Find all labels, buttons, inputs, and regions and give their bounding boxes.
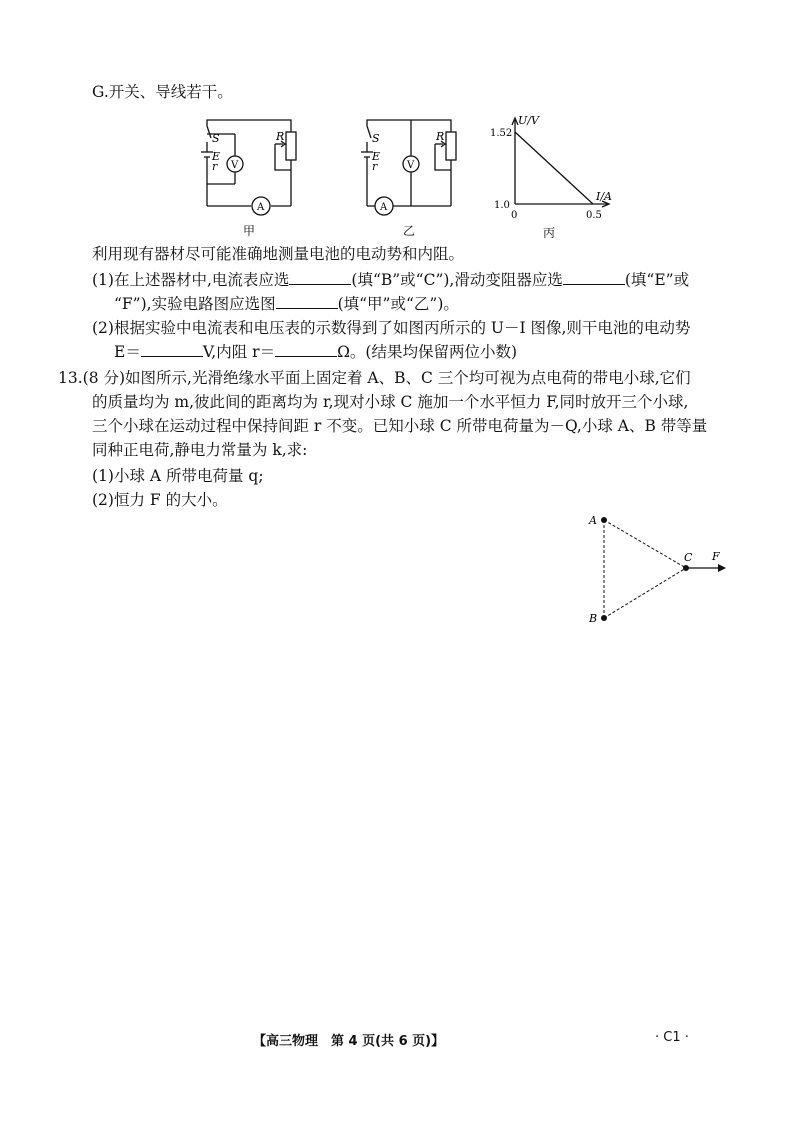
rheostat-label: R (276, 130, 285, 143)
x-axis-label: I/A (596, 190, 612, 203)
purpose-line: 利用现有器材尽可能准确地测量电池的电动势和内阻。 (92, 245, 465, 263)
sub-question-1: (1)小球 A 所带电荷量 q; (92, 467, 264, 485)
page-code: · C1 · (655, 1030, 689, 1045)
switch-s (207, 126, 211, 138)
label-r: r (212, 160, 218, 173)
problem-13-line-4: 同种正电荷,静电力常量为 k,求: (92, 441, 308, 459)
y-tick-top: 1.52 (490, 128, 513, 139)
label-s: S (372, 132, 380, 145)
label-f: F (712, 550, 720, 563)
y-tick-bottom: 1.0 (494, 200, 510, 211)
answer-blank[interactable] (276, 294, 338, 309)
question-1-line-1: (1)在上述器材中,电流表应选 (填“B”或“C”),滑动变阻器应选 (填“E”或 (92, 271, 690, 289)
charges-triangle-diagram (584, 508, 734, 630)
ui-graph-svg (488, 110, 628, 225)
answer-blank[interactable] (563, 270, 625, 285)
page-footer: 【高三物理 第 4 页(共 6 页)】 (253, 1034, 445, 1049)
question-1-line-2: “F”),实验电路图应选图 (填“甲”或“乙”)。 (114, 295, 459, 313)
ammeter-label: A (380, 202, 388, 213)
ui-data-line (515, 132, 593, 204)
circuit-diagram-jia (195, 112, 305, 224)
question-2-line-1: (2)根据实验中电流表和电压表的示数得到了如图丙所示的 U－I 图像,则干电池的电动势 (92, 319, 691, 337)
item-g-text: G.开关、导线若干。 (92, 83, 233, 101)
problem-13-line-1: 13.(8 分)如图所示,光滑绝缘水平面上固定着 A、B、C 三个均可视为点电荷的带电小球,它们 (58, 369, 691, 387)
answer-blank[interactable] (141, 342, 203, 357)
x-tick-end: 0.5 (586, 210, 602, 221)
caption-yi: 乙 (403, 224, 416, 238)
side-bc (604, 568, 686, 618)
label-e: E (372, 150, 381, 163)
question-2-line-2: E＝ V,内阻 r＝ Ω。(结果均保留两位小数) (114, 343, 518, 361)
y-axis-label: U/V (518, 114, 539, 127)
caption-bing: 丙 (543, 226, 556, 240)
label-e: E (212, 150, 221, 163)
force-arrowhead (718, 564, 726, 572)
side-ac (604, 520, 686, 568)
ball-c (683, 565, 689, 571)
caption-jia: 甲 (243, 224, 256, 238)
ball-b (601, 615, 607, 621)
x-tick-origin: 0 (511, 210, 518, 221)
sub-question-2: (2)恒力 F 的大小。 (92, 491, 228, 509)
label-r: r (372, 160, 378, 173)
label-b: B (589, 612, 598, 625)
label-c: C (684, 551, 693, 564)
voltmeter-label: V (407, 160, 415, 171)
label-s: S (212, 132, 220, 145)
ui-graph-bing (488, 110, 628, 225)
label-a: A (589, 514, 597, 527)
ammeter-label: A (257, 202, 265, 213)
rheostat-label: R (436, 130, 445, 143)
circuit-jia-svg (195, 112, 305, 224)
circuit-yi-svg (355, 112, 465, 224)
circuit-diagram-yi (355, 112, 465, 224)
answer-blank[interactable] (289, 270, 351, 285)
problem-13-line-2: 的质量均为 m,彼此间的距离均为 r,现对小球 C 施加一个水平恒力 F,同时放开三个小球, (92, 393, 689, 411)
triangle-svg (584, 508, 734, 630)
ball-a (601, 517, 607, 523)
answer-blank[interactable] (275, 342, 337, 357)
voltmeter-label: V (231, 160, 239, 171)
problem-13-line-3: 三个小球在运动过程中保持间距 r 不变。已知小球 C 所带电荷量为－Q,小球 A、B 带等量 (92, 417, 708, 435)
